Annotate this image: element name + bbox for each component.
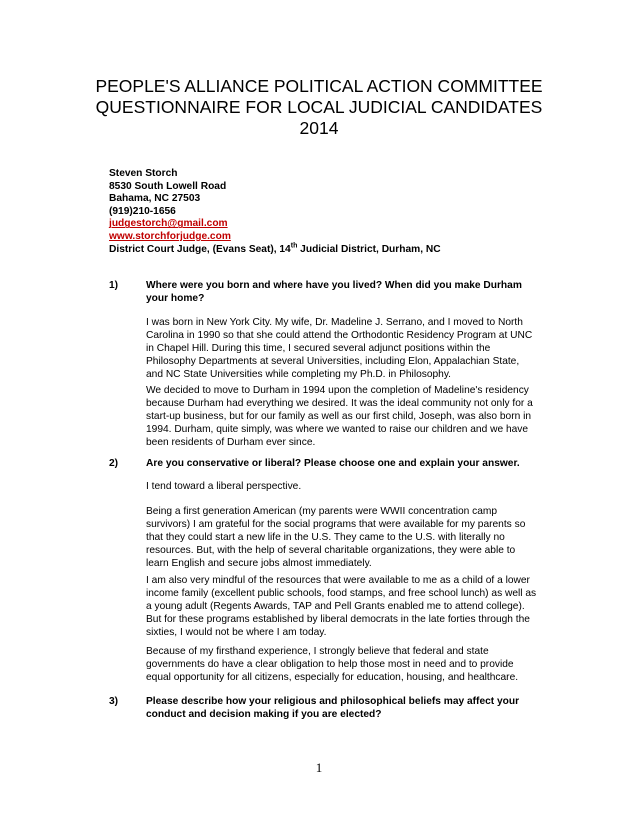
question-text: [146, 279, 546, 305]
answer-line: 1994. Durham, quite simply, was where we wanted to raise our children and we have: [146, 424, 529, 435]
answer-2-paragraph-4: [146, 645, 546, 684]
answer-line: sixties, I would not be where I am today.: [146, 627, 327, 638]
candidate-name: Steven Storch: [109, 168, 178, 179]
candidate-phone: (919)210-1656: [109, 205, 176, 217]
question-text: [146, 457, 546, 470]
candidate-email-link[interactable]: judgestorch@gmail.com: [109, 218, 228, 230]
answer-line: income family (excellent public schools, food stamps, and free school lunch) as well as: [146, 588, 537, 599]
answer-line: in Chapel Hill. During this time, I secured several adjunct positions within the: [146, 343, 491, 354]
answer-line: Carolina in 1990 so that she could attend the Orthodontic Residency Program at UNC: [146, 330, 533, 341]
question-number: 2): [109, 458, 119, 469]
answer-line: Philosophy Departments at several Universities, including Elon, Appalachian State,: [146, 356, 520, 367]
answer-line: that they could start a new life in the U.S. They came to the U.S. with literally no: [146, 532, 505, 543]
answer-line: because Durham had everything we desired. It was the ideal community not only for a: [146, 398, 533, 409]
answer-line: equal opportunity for all citizens, especially for education, housing, and healthcare.: [146, 672, 519, 683]
candidate-seat: [109, 244, 441, 257]
answer-line: been residents of Durham ever since.: [146, 437, 316, 448]
seat-prefix: District Court Judge, (Evans Seat), 14: [109, 243, 291, 255]
answer-line: I was born in New York City. My wife, Dr. Madeline J. Serrano, and I moved to North: [146, 317, 523, 328]
question-line: conduct and decision making if you are elected?: [146, 709, 382, 720]
candidate-website-link[interactable]: www.storchforjudge.com: [109, 230, 231, 242]
answer-line: resources. But, with the help of several charitable organizations, they were able to: [146, 545, 516, 556]
question-number: 1): [109, 280, 119, 291]
answer-1-paragraph-1: [146, 316, 546, 381]
answer-line: and NC State Universities while completing my Ph.D. in Philosophy.: [146, 369, 452, 380]
document-title: [60, 76, 578, 139]
title-line-3: 2014: [299, 118, 339, 138]
answer-line: I tend toward a liberal perspective.: [146, 481, 302, 492]
title-line-1: PEOPLE'S ALLIANCE POLITICAL ACTION COMMITTEE: [95, 76, 543, 96]
seat-ordinal-suffix: th: [290, 242, 298, 250]
answer-line: Being a first generation American (my parents were WWII concentration camp: [146, 506, 498, 517]
title-line-2: QUESTIONNAIRE FOR LOCAL JUDICIAL CANDIDATES: [95, 97, 543, 117]
answer-line: a young adult (Regents Awards, TAP and Pell Grants enabled me to attend college).: [146, 601, 525, 612]
answer-line: I am also very mindful of the resources that were available to me as a child of a lower: [146, 575, 530, 586]
question-text: [146, 695, 546, 721]
answer-line: start-up business, but for our family as well as our first child, Joseph, was also born in: [146, 411, 532, 422]
candidate-address-line-2: Bahama, NC 27503: [109, 193, 201, 205]
question-line: Are you conservative or liberal? Please choose one and explain your answer.: [146, 458, 520, 469]
answer-2-paragraph-2: [146, 505, 546, 570]
question-line: Where were you born and where have you lived? When did you make Durham: [146, 280, 522, 291]
answer-1-paragraph-2: [146, 384, 546, 449]
candidate-address-line-1: 8530 South Lowell Road: [109, 180, 227, 192]
question-number: 3): [109, 696, 119, 707]
seat-suffix: Judicial District, Durham, NC: [297, 243, 441, 255]
answer-line: We decided to move to Durham in 1994 upon the completion of Madeline's residency: [146, 385, 529, 396]
answer-2-paragraph-1: [146, 480, 546, 493]
answer-line: learn English and secure jobs almost immediately.: [146, 558, 372, 569]
answer-line: governments do have a clear obligation to help those most in need and to provide: [146, 659, 514, 670]
answer-line: But for these programs established by liberal democrats in the late forties through the: [146, 614, 530, 625]
answer-line: Because of my firsthand experience, I strongly believe that federal and state: [146, 646, 489, 657]
page-number: 1: [315, 760, 323, 775]
answer-line: survivors) I am grateful for the social programs that were available for my parents so: [146, 519, 526, 530]
question-line: Please describe how your religious and philosophical beliefs may affect your: [146, 696, 520, 707]
candidate-contact-block: [109, 168, 441, 256]
answer-2-paragraph-3: [146, 574, 546, 639]
question-line: your home?: [146, 293, 205, 304]
